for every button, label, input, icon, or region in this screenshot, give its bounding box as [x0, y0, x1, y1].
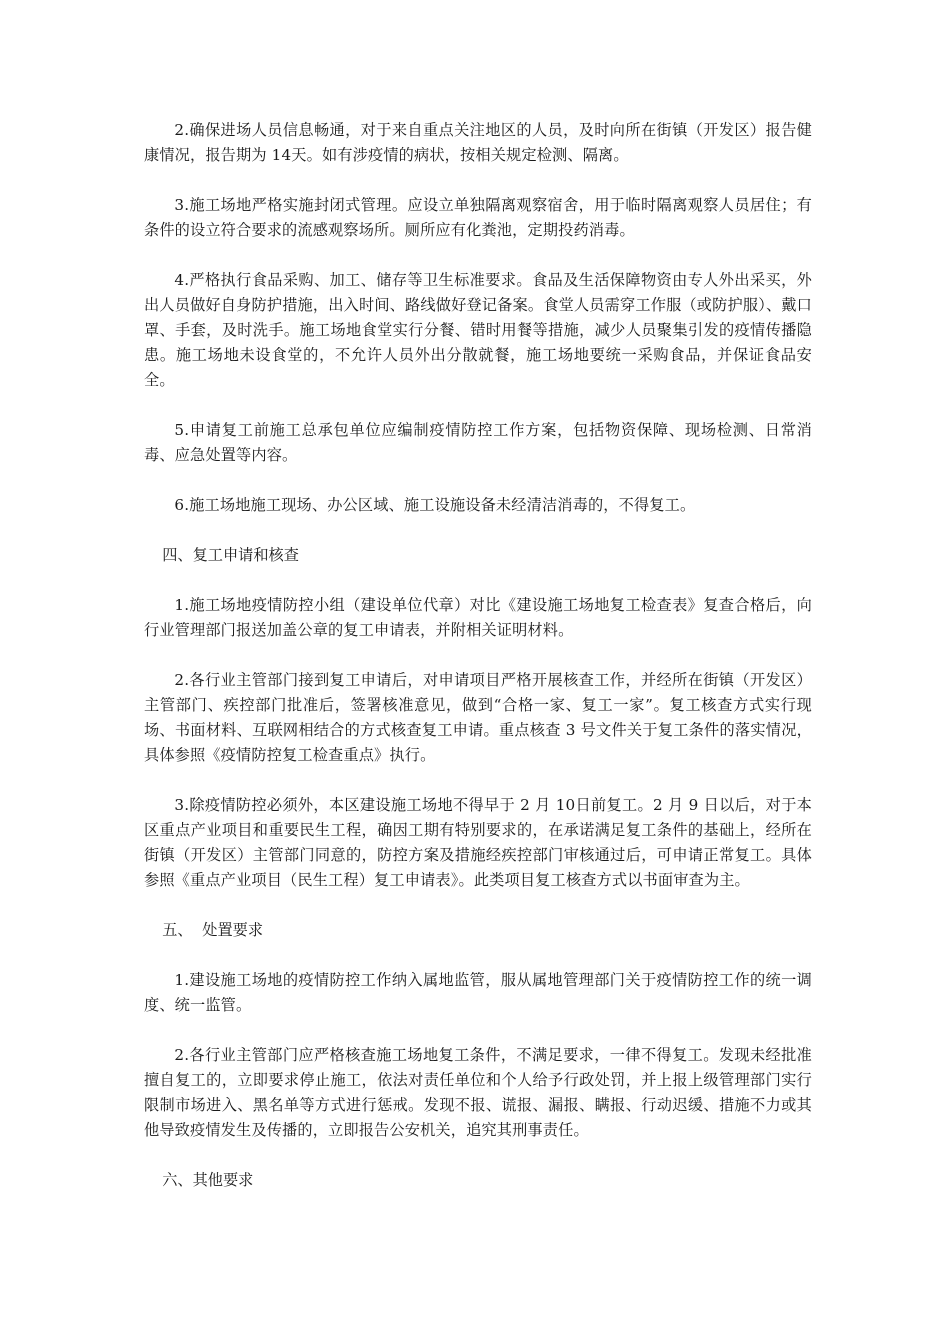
paragraph-entry-health-reporting: 2.确保进场人员信息畅通，对于来自重点关注地区的人员，及时向所在街镇（开发区）报告健康情况，报告期为 14天。如有涉疫情的病状，按相关规定检测、隔离。	[144, 121, 812, 164]
paragraph-penalties: 2.各行业主管部门应严格核查施工场地复工条件，不满足要求，一律不得复工。发现未经批准擅自复工的，立即要求停止施工，依法对责任单位和个人给予行政处罚，并上报上级管理部门实行限制市场进入、黑名单等方式进行惩戒。发现不报、谎报、漏报、瞒报、行动迟缓、措施不力或其他导致疫情发生及传播的，立即报告公安机关，追究其刑事责任。	[144, 1046, 812, 1139]
paragraph-food-safety: 4.严格执行食品采购、加工、储存等卫生标准要求。食品及生活保障物资由专人外出采买，外出人员做好自身防护措施，出入时间、路线做好登记备案。食堂人员需穿工作服（或防护服）、戴口罩、手套，及时洗手。施工场地食堂实行分餐、错时用餐等措施，减少人员聚集引发的疫情传播隐患。施工场地未设食堂的，不允许人员外出分散就餐，施工场地要统一采购食品，并保证食品安全。	[144, 271, 812, 389]
section-heading-other-requirements: 六、其他要求	[162, 1171, 254, 1189]
paragraph-application-review: 2.各行业主管部门接到复工申请后，对申请项目严格开展核查工作，并经所在街镇（开发区）主管部门、疾控部门批准后，签署核准意见，做到“合格一家、复工一家”。复工核查方式实行现场、书面材料、互联网相结合的方式核查复工申请。重点核查 3 号文件关于复工条件的落实情况，具体参照《疫情防控复工检查重点》执行。	[144, 671, 812, 764]
paragraph-prevention-plan: 5.申请复工前施工总承包单位应编制疫情防控工作方案，包括物资保障、现场检测、日常消毒、应急处置等内容。	[144, 421, 812, 464]
paragraph-resumption-date: 3.除疫情防控必须外，本区建设施工场地不得早于 2 月 10日前复工。2 月 9 日以后，对于本区重点产业项目和重要民生工程，确因工期有特别要求的，在承诺满足复工条件的基础上，经所在街镇（开发区）主管部门同意的，防控方案及措施经疾控部门审核通过后，可申请正常复工。具体参照《重点产业项目（民生工程）复工申请表》。此类项目复工核查方式以书面审查为主。	[144, 796, 812, 889]
paragraph-application-submission: 1.施工场地疫情防控小组（建设单位代章）对比《建设施工场地复工检查表》复查合格后，向行业管理部门报送加盖公章的复工申请表，并附相关证明材料。	[144, 596, 812, 639]
paragraph-disinfection: 6.施工场地施工现场、办公区域、施工设施设备未经清洁消毒的，不得复工。	[174, 496, 696, 514]
paragraph-closed-management: 3.施工场地严格实施封闭式管理。应设立单独隔离观察宿舍，用于临时隔离观察人员居住；有条件的设立符合要求的流感观察场所。厕所应有化粪池，定期投药消毒。	[144, 196, 812, 239]
document-page	[144, 118, 812, 1218]
section-heading-handling-requirements: 五、 处置要求	[162, 921, 264, 939]
section-heading-resumption-application: 四、复工申请和核查	[162, 546, 299, 564]
paragraph-local-supervision: 1.建设施工场地的疫情防控工作纳入属地监管，服从属地管理部门关于疫情防控工作的统一调度、统一监管。	[144, 971, 812, 1014]
